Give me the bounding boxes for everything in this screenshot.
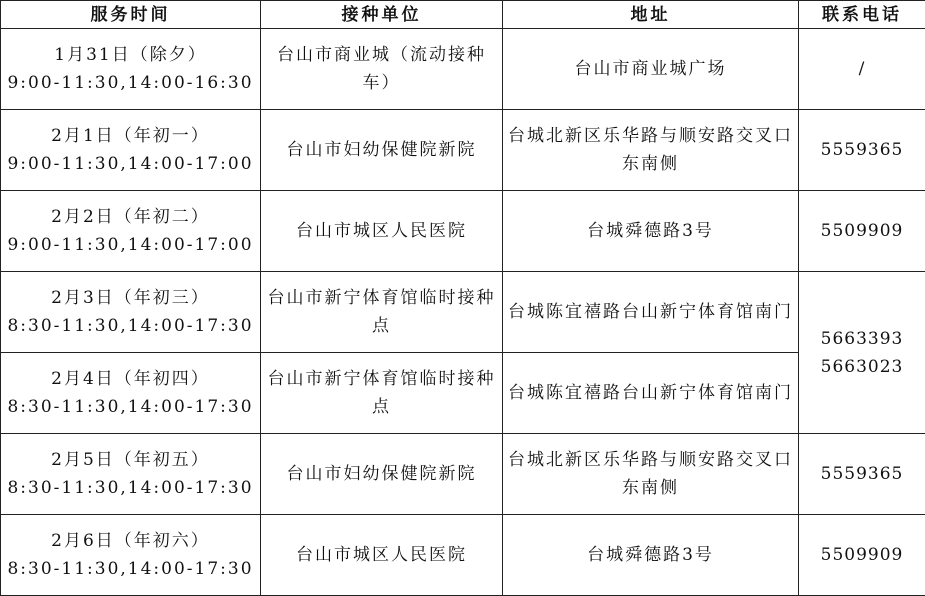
service-time-cell [1, 191, 261, 272]
service-hours: 8:30-11:30,14:00-17:30 [5, 312, 256, 340]
unit-name: 台山市商业城（流动接种车） [265, 41, 498, 97]
service-date: 2月5日（年初五） [5, 446, 256, 474]
phone-cell: 5559365 [799, 434, 925, 515]
header-contact-phone: 联系电话 [799, 1, 925, 29]
phone-cell: 5559365 [799, 110, 925, 191]
unit-cell [261, 191, 503, 272]
unit-cell [261, 434, 503, 515]
address-cell [503, 191, 799, 272]
address-text: 台城北新区乐华路与顺安路交叉口东南侧 [507, 122, 794, 178]
service-date: 2月1日（年初一） [5, 122, 256, 150]
phone-cell: 5509909 [799, 191, 925, 272]
unit-name: 台山市新宁体育馆临时接种点 [265, 284, 498, 340]
service-hours: 8:30-11:30,14:00-17:30 [5, 474, 256, 502]
service-date: 2月3日（年初三） [5, 284, 256, 312]
table-row [1, 191, 925, 272]
service-date: 2月2日（年初二） [5, 203, 256, 231]
unit-name: 台山市城区人民医院 [265, 217, 498, 245]
phone-cell: / [799, 29, 925, 110]
service-time-cell [1, 272, 261, 353]
service-hours: 9:00-11:30,14:00-16:30 [5, 69, 256, 97]
table-row [1, 29, 925, 110]
service-hours: 8:30-11:30,14:00-17:30 [5, 393, 256, 421]
phone-number: 5663393 [803, 325, 921, 353]
address-text: 台城陈宜禧路台山新宁体育馆南门 [507, 298, 794, 326]
address-cell [503, 515, 799, 596]
service-hours: 8:30-11:30,14:00-17:30 [5, 555, 256, 583]
table-row [1, 434, 925, 515]
address-text: 台城陈宜禧路台山新宁体育馆南门 [507, 379, 794, 407]
address-cell [503, 353, 799, 434]
address-text: 台城北新区乐华路与顺安路交叉口东南侧 [507, 446, 794, 502]
address-text: 台城舜德路3号 [507, 217, 794, 245]
service-time-cell [1, 515, 261, 596]
header-service-time: 服务时间 [1, 1, 261, 29]
phone-cell: 5509909 [799, 515, 925, 596]
phone-cell-merged [799, 272, 925, 434]
header-address: 地址 [503, 1, 799, 29]
phone-number: 5663023 [803, 353, 921, 381]
address-cell [503, 110, 799, 191]
unit-name: 台山市城区人民医院 [265, 541, 498, 569]
table-row [1, 272, 925, 353]
service-hours: 9:00-11:30,14:00-17:00 [5, 231, 256, 259]
service-time-cell [1, 353, 261, 434]
table-row [1, 110, 925, 191]
address-text: 台山市商业城广场 [507, 55, 794, 83]
table-row [1, 353, 925, 434]
unit-cell [261, 272, 503, 353]
unit-cell [261, 110, 503, 191]
service-time-cell [1, 29, 261, 110]
unit-cell [261, 29, 503, 110]
service-time-cell [1, 110, 261, 191]
header-row [1, 1, 925, 29]
address-cell [503, 29, 799, 110]
service-date: 2月4日（年初四） [5, 365, 256, 393]
service-hours: 9:00-11:30,14:00-17:00 [5, 150, 256, 178]
address-text: 台城舜德路3号 [507, 541, 794, 569]
service-date: 1月31日（除夕） [5, 41, 256, 69]
unit-name: 台山市妇幼保健院新院 [265, 460, 498, 488]
service-date: 2月6日（年初六） [5, 527, 256, 555]
unit-cell [261, 353, 503, 434]
unit-cell [261, 515, 503, 596]
header-vaccination-unit: 接种单位 [261, 1, 503, 29]
unit-name: 台山市新宁体育馆临时接种点 [265, 365, 498, 421]
table-row [1, 515, 925, 596]
unit-name: 台山市妇幼保健院新院 [265, 136, 498, 164]
address-cell [503, 272, 799, 353]
service-time-cell [1, 434, 261, 515]
address-cell [503, 434, 799, 515]
